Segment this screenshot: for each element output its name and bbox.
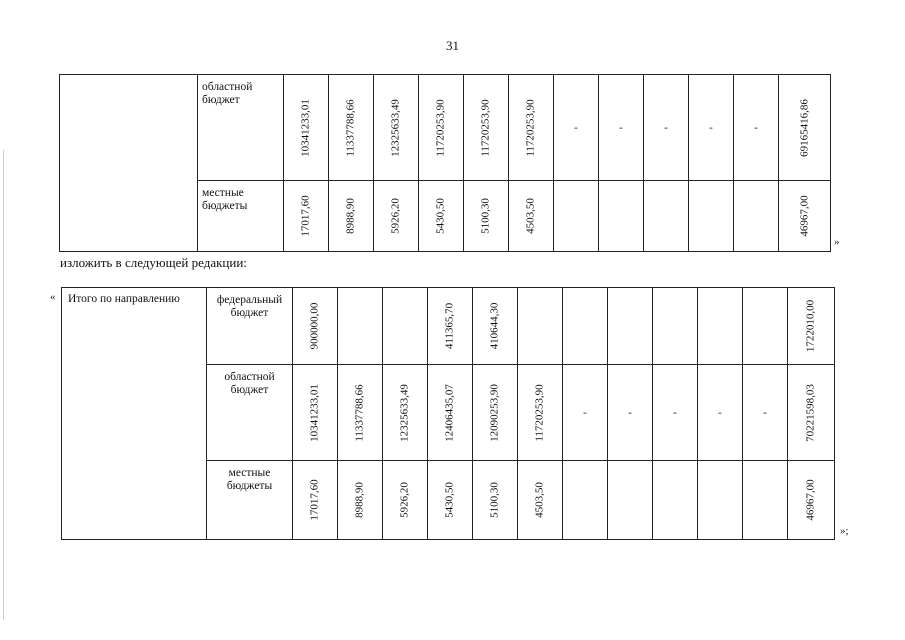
cell-value: 5430,50 (443, 482, 456, 518)
value-cell (473, 461, 518, 540)
value-cell (608, 461, 653, 540)
value-cell (554, 181, 599, 252)
budget-table-old (59, 74, 831, 252)
intro-text: изложить в следующей редакции: (60, 255, 247, 270)
budget-table-new (61, 287, 835, 540)
value-cell (473, 365, 518, 461)
value-cell (743, 365, 788, 461)
value-cell (338, 288, 383, 365)
cell-value: - (628, 406, 632, 419)
cell-value: - (664, 121, 668, 134)
value-cell (383, 288, 428, 365)
value-cell (284, 181, 329, 252)
cell-value: 12406435,07 (443, 383, 456, 442)
value-cell (734, 181, 779, 252)
total-cell (779, 181, 831, 252)
budget-label-federal: федеральный бюджет (207, 288, 293, 365)
value-cell (653, 365, 698, 461)
total-cell (779, 75, 831, 181)
cell-value: 5100,30 (488, 482, 501, 518)
cell-value: 11337788,66 (353, 383, 366, 442)
cell-value: 17017,60 (308, 479, 321, 521)
value-cell (293, 288, 338, 365)
cell-value: 12325633,49 (398, 383, 411, 442)
cell-value: 17017,60 (299, 195, 312, 237)
cell-value: 5926,20 (398, 482, 411, 518)
cell-value: 11720253,90 (533, 383, 546, 442)
cell-value: 10341233,01 (308, 383, 321, 442)
cell-total: 46967,00 (798, 195, 811, 237)
value-cell (644, 75, 689, 181)
cell-value: 5430,50 (434, 198, 447, 234)
cell-value: 410644,30 (488, 302, 501, 350)
cell-value: 4503,50 (533, 482, 546, 518)
value-cell (563, 288, 608, 365)
value-cell (518, 288, 563, 365)
value-cell (419, 181, 464, 252)
cell-value: 12090253,90 (488, 383, 501, 442)
value-cell (599, 75, 644, 181)
value-cell (293, 461, 338, 540)
empty-direction-cell (60, 75, 198, 252)
value-cell (734, 75, 779, 181)
value-cell (293, 365, 338, 461)
value-cell (698, 288, 743, 365)
value-cell (653, 461, 698, 540)
value-cell (383, 365, 428, 461)
cell-value: 11720253,90 (479, 98, 492, 157)
value-cell (428, 288, 473, 365)
value-cell (383, 461, 428, 540)
value-cell (743, 288, 788, 365)
value-cell (644, 181, 689, 252)
cell-value: - (574, 121, 578, 134)
cell-value: 8988,90 (353, 482, 366, 518)
cell-total: 1722010,00 (804, 299, 817, 353)
value-cell (329, 75, 374, 181)
cell-total: 69165416,86 (798, 98, 811, 157)
value-cell (608, 365, 653, 461)
value-cell (464, 75, 509, 181)
value-cell (743, 461, 788, 540)
cell-value: - (754, 121, 758, 134)
value-cell (689, 181, 734, 252)
table-row (62, 288, 835, 365)
cell-total: 70221598,03 (804, 383, 817, 442)
budget-label-regional: областной бюджет (207, 365, 293, 461)
cell-value: - (583, 406, 587, 419)
cell-value: - (709, 121, 713, 134)
cell-value: 411365,70 (443, 302, 456, 350)
cell-value: 5926,20 (389, 198, 402, 234)
cell-value: 900000,00 (308, 302, 321, 350)
scan-edge-line (3, 150, 4, 620)
cell-value: - (619, 121, 623, 134)
value-cell (689, 75, 734, 181)
budget-label-regional: областной бюджет (198, 75, 284, 181)
cell-value: - (763, 406, 767, 419)
table-row (60, 75, 831, 181)
cell-value: 12325633,49 (389, 98, 402, 157)
total-cell (788, 365, 835, 461)
value-cell (608, 288, 653, 365)
closing-quote-semicolon: »; (840, 525, 849, 537)
value-cell (374, 181, 419, 252)
closing-quote: » (834, 236, 840, 248)
value-cell (428, 365, 473, 461)
value-cell (374, 75, 419, 181)
value-cell (464, 181, 509, 252)
value-cell (473, 288, 518, 365)
cell-value: 11337788,66 (344, 98, 357, 157)
page-number: 31 (446, 38, 459, 53)
value-cell (284, 75, 329, 181)
cell-value: - (718, 406, 722, 419)
value-cell (698, 365, 743, 461)
cell-value: 11720253,90 (524, 98, 537, 157)
value-cell (428, 461, 473, 540)
cell-value: 4503,50 (524, 198, 537, 234)
cell-value: 10341233,01 (299, 98, 312, 157)
value-cell (653, 288, 698, 365)
value-cell (599, 181, 644, 252)
cell-value: 11720253,90 (434, 98, 447, 157)
value-cell (509, 75, 554, 181)
value-cell (329, 181, 374, 252)
value-cell (509, 181, 554, 252)
budget-label-local: местные бюджеты (207, 461, 293, 540)
cell-value: 8988,90 (344, 198, 357, 234)
budget-label-local: местные бюджеты (198, 181, 284, 252)
value-cell (563, 365, 608, 461)
value-cell (338, 365, 383, 461)
total-cell (788, 461, 835, 540)
direction-total-label: Итого по направлению (62, 288, 207, 540)
total-cell (788, 288, 835, 365)
value-cell (338, 461, 383, 540)
cell-value: 5100,30 (479, 198, 492, 234)
value-cell (554, 75, 599, 181)
value-cell (698, 461, 743, 540)
cell-total: 46967,00 (804, 479, 817, 521)
cell-value: - (673, 406, 677, 419)
value-cell (563, 461, 608, 540)
opening-quote: « (50, 291, 56, 303)
value-cell (518, 365, 563, 461)
value-cell (419, 75, 464, 181)
value-cell (518, 461, 563, 540)
